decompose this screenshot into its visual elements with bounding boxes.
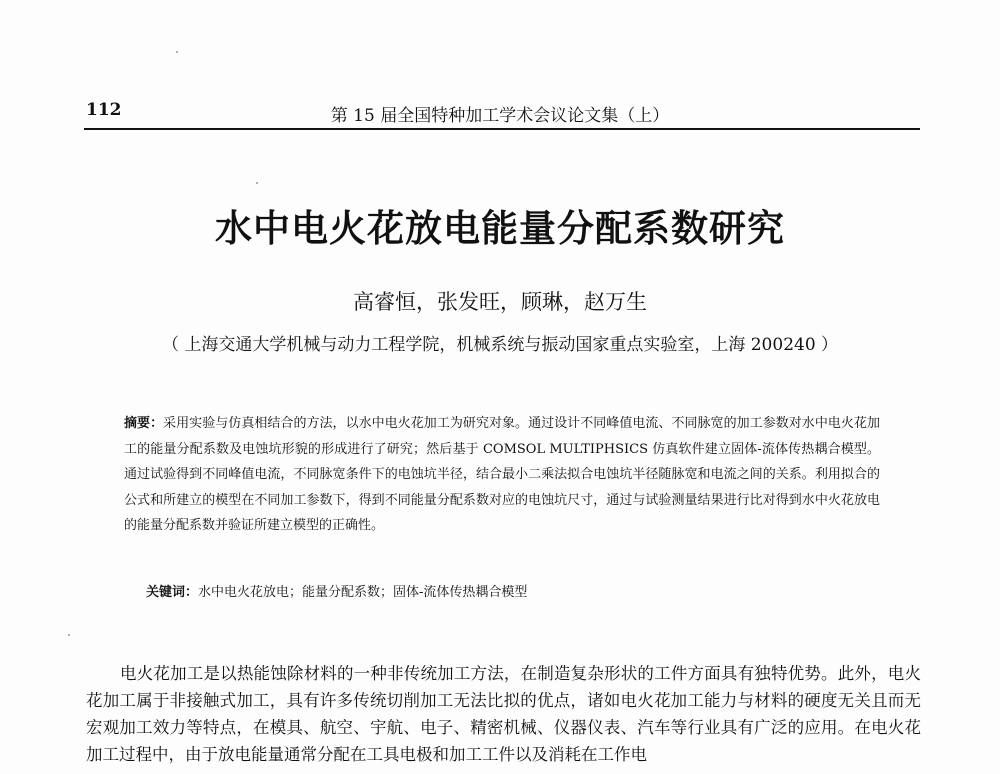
running-head: 第 15 届全国特种加工学术会议论文集（上）: [330, 106, 670, 126]
body-text: [86, 660, 921, 768]
keywords-text: 水中电火花放电；能量分配系数；固体-流体传热耦合模型: [198, 585, 528, 600]
paper-affiliation: （ 上海交通大学机械与动力工程学院，机械系统与振动国家重点实验室，上海 200240 ）: [161, 335, 839, 355]
header-rule: [84, 128, 920, 130]
body-paragraph: 电火花加工是以热能蚀除材料的一种非传统加工方法，在制造复杂形状的工件方面具有独特优势。此外，电火花加工属于非接触式加工，具有许多传统切削加工无法比拟的优点，诸如电火花加工能力与材料的硬度无关且而无宏观加工效力等特点，在模具、航空、宇航、电子、精密机械、仪器仪表、汽车等行业具有广泛的应用。在电火花加工过程中，由于放电能量通常分配在工具电极和加工工件以及消耗在工作电: [86, 664, 921, 764]
keywords: [146, 581, 527, 600]
paper-title: 水中电火花放电能量分配系数研究: [215, 207, 785, 250]
abstract-text: 采用实验与仿真相结合的方法，以水中电火花加工为研究对象。通过设计不同峰值电流、不同脉宽的加工参数对水中电火花加工的能量分配系数及电蚀坑形貌的形成进行了研究；然后基于 COMSOL MULTIPHSICS 仿真软件建立固体-流体传热耦合模型。通过试验得到不同峰值电流，不同脉宽条件下的电蚀坑半径，结合最小二乘法拟合电蚀坑半径随脉宽和电流之间的关系。利用拟合的公式和所建立的模型在不同加工参数下，得到不同能量分配系数对应的电蚀坑尺寸，通过与试验测量结果进行比对得到水中火花放电的能量分配系数并验证所建立模型的正确性。: [124, 416, 880, 533]
page-number: 112: [86, 100, 122, 120]
scan-speck: [68, 634, 70, 636]
scan-speck: [176, 51, 178, 53]
paper-authors: 高睿恒，张发旺，顾琳，赵万生: [353, 290, 647, 314]
abstract: [124, 411, 880, 539]
scan-speck: [256, 182, 258, 184]
abstract-label: 摘要：: [124, 416, 164, 431]
keywords-label: 关键词：: [146, 585, 199, 600]
